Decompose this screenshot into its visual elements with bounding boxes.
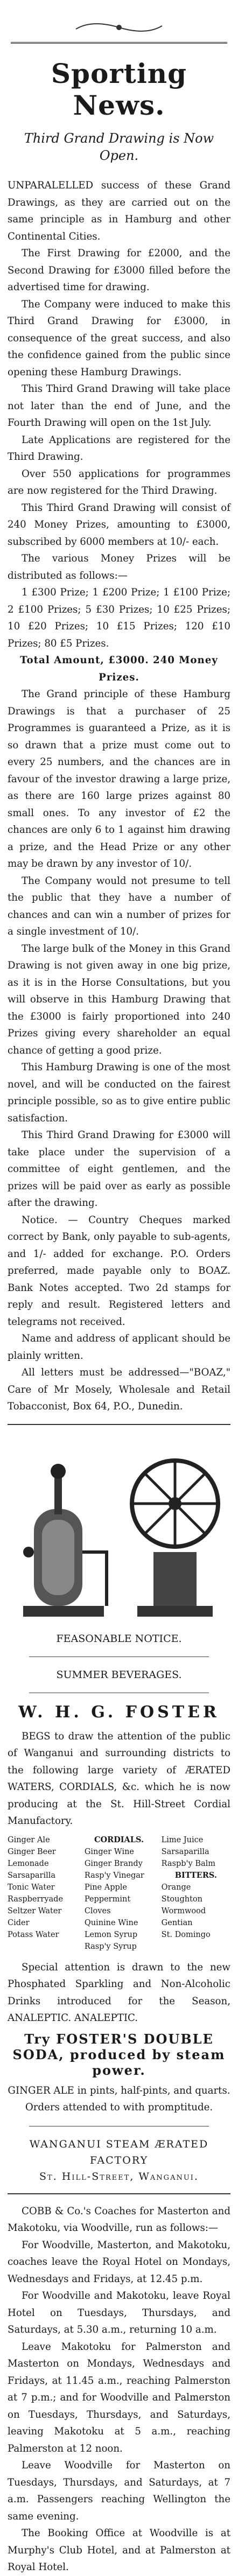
beverage-item: Orange: [161, 1883, 191, 1892]
ad-season-notice: FEASONABLE NOTICE.: [56, 1632, 182, 1645]
masthead-rule: [11, 42, 227, 47]
lottery-paragraph-6: Over 550 applications for programmes are now registered for the Third Drawing.: [8, 468, 230, 496]
beverage-item: Tonic Water: [8, 1883, 55, 1892]
coach-paragraph-4: Leave Makotoku for Palmerston and Masterton on Mondays, Wednesdays and Fridays, at 11.45 a.m., reaching Palmerston at 7 p.m.; and for Woodville and Palmerston on Tuesdays, Thursdays, and Saturdays, leaving Makotoku at 5 a.m., reaching Palmerston at 12 noon.: [8, 2341, 230, 2454]
beverage-item: Stoughton: [161, 1894, 203, 1904]
beverage-item: Cider: [8, 1918, 30, 1927]
machinery-illustration: [8, 1434, 230, 1622]
flywheel-machine-icon: [124, 1444, 226, 1622]
ad-ginger-ale: GINGER ALE in pints, half-pints, and quarts.: [8, 2084, 230, 2096]
ad-intro: BEGS to draw the attention of the public of Wanganui and surrounding districts to the following large variety of ÆRATED WATERS, CORDIALS, &c. which he is now producing at the St. Hill-Street Cordial Manufactory.: [8, 1730, 230, 1827]
beverage-item: Peppermint: [84, 1894, 131, 1904]
beverage-item: Lemon Syrup: [84, 1930, 138, 1939]
section-divider-2: [8, 2193, 230, 2194]
lottery-paragraph-8: The various Money Prizes will be distributed as follows:—: [8, 553, 230, 581]
lottery-paragraph-10: The Company would not presume to tell the public that they have a number of chances and can win a number of prizes for a single investment of 10/.: [8, 875, 230, 937]
ad-merchant-name: W. H. G. FOSTER: [18, 1702, 220, 1722]
coach-paragraph-5: Leave Woodville for Masterton on Tuesdays, Thursdays, and Saturdays, at 7 a.m. Passengers reaching Wellington the same evening.: [8, 2460, 230, 2522]
ad-factory-address: St. Hill-Street, Wanganui.: [39, 2170, 199, 2182]
beverage-item: Seltzer Water: [8, 1906, 62, 1915]
beverage-column-3: [162, 1834, 230, 1953]
beverage-item: Raspb'y Balm: [161, 1859, 216, 1868]
ad-rule-1: [29, 1656, 209, 1657]
ad-paragraph-special: Special attention is drawn to the new Phosphated Sparkling and Non-Alcoholic Drinks introduced for the Season, ANALEPTIC. ANALEPTIC.: [8, 1961, 230, 2024]
lottery-paragraph-4: This Third Grand Drawing will take place not later than the end of June, and the Fourth Drawing will open on the 1st July.: [8, 383, 230, 429]
lottery-paragraph-7: This Third Grand Drawing will consist of 240 Money Prizes, amounting to £3000, subscribed by 6000 members at 10/- each.: [8, 502, 230, 548]
beverage-item: Ginger Wine: [84, 1847, 134, 1856]
coach-paragraph-1: COBB & Co.'s Coaches for Masterton and Makotoku, via Woodville, run as follows:—: [8, 2205, 230, 2234]
beverage-item: Wormwood: [161, 1906, 206, 1915]
coach-paragraph-3: For Woodville and Makotoku, leave Royal Hotel on Tuesdays, Thursdays, and Saturdays, at 5.30 a.m., returning 10 a.m.: [8, 2290, 230, 2335]
beverage-item: Sarsaparilla: [8, 1871, 56, 1880]
lottery-paragraph-5: Late Applications are registered for the Third Drawing.: [8, 434, 230, 462]
beverage-item: Pine Apple: [84, 1883, 128, 1892]
coach-paragraph-6: The Booking Office at Woodville is at Murphy's Club Hotel, and at Palmerston at Royal Hotel.: [8, 2528, 230, 2573]
beverage-column-1: [8, 1834, 76, 1953]
lottery-paragraph-11: The large bulk of the Money in this Grand Drawing is not given away in one big prize, as it is in the Horse Consultations, but you will observe in this Hamburg Drawing that the £3000 is fairly proportioned into 240 Prizes giving every shareholder an equal chance of getting a good prize.: [8, 943, 230, 1056]
ad-heading: SUMMER BEVERAGES.: [56, 1668, 182, 1681]
lottery-subtitle: Third Grand Drawing is Now Open.: [24, 131, 214, 163]
lottery-prize-list: 1 £300 Prize; 1 £200 Prize; 1 £100 Prize; 2 £100 Prizes; 5 £30 Prizes; 10 £25 Prizes; 10 £20 Prizes; 10 £15 Prizes; 120 £10 Prizes; 80 £5 Prizes.: [8, 587, 230, 649]
beverage-item: Sarsaparilla: [161, 1847, 209, 1856]
beverage-item: Ginger Ale: [8, 1835, 50, 1844]
decorative-ornament-icon: [71, 18, 167, 37]
lottery-notice: Notice. — Country Cheques marked correct by Bank, only payable to sub-agents, and 1/- added for exchange. P.O. Orders preferred, made payable only to BOAZ. Bank Notes accepted. Two 2d stamps for reply and result. Registered letters and telegrams not received.: [8, 1214, 230, 1328]
beverage-item: Raspberryade: [8, 1894, 64, 1904]
beverage-column-2: [85, 1834, 153, 1953]
aerating-machine-icon: [12, 1444, 115, 1622]
masthead: [8, 0, 230, 121]
beverage-item: St. Domingo: [161, 1930, 211, 1939]
beverage-item: Potass Water: [8, 1930, 59, 1939]
beverage-item: Rasp'y Syrup: [84, 1942, 137, 1951]
beverage-item: Lemonade: [8, 1859, 49, 1868]
beverage-item: Gentian: [161, 1918, 193, 1927]
bitters-header: BITTERS.: [174, 1870, 217, 1880]
ad-factory-name: WANGANUI STEAM ÆRATED FACTORY: [29, 2138, 209, 2166]
lottery-paragraph-9: The Grand principle of these Hamburg Drawings is that a purchaser of 25 Programmes is guaranteed a Prize, as it is so drawn that a prize must come out to every 25 numbers, and the chances are in favour of the investor drawing a large prize, as there are 160 large prizes against 80 small ones. To any investor of £2 the chances are only 6 to 1 against him drawing a prize, and the Head Prize or any other may be drawn by any investor of 10/.: [8, 689, 230, 869]
beverage-item: Rasp'y Vinegar: [84, 1871, 144, 1880]
lottery-paragraph-15: Name and address of applicant should be plainly written.: [8, 1333, 230, 1361]
lottery-paragraph-13: This Third Grand Drawing for £3000 will take place under the supervision of a committee of eight gentlemen, and the prizes will be paid over as early as possible after the drawing.: [8, 1129, 230, 1209]
beverage-columns: [8, 1834, 230, 1953]
beverage-item: Quinine Wine: [84, 1918, 138, 1927]
lottery-paragraph-12: This Hamburg Drawing is one of the most novel, and will be conducted on the fairest principle possible, so as to give entire public satisfaction.: [8, 1062, 230, 1124]
beverage-item: Ginger Brandy: [84, 1859, 143, 1868]
coach-paragraph-2: For Woodville, Masterton, and Makotoku, coaches leave the Royal Hotel on Mondays, Wednesdays and Fridays, at 12.45 p.m.: [8, 2239, 230, 2285]
ad-orders: Orders attended to with promptitude.: [25, 2102, 213, 2113]
lottery-total: Total Amount, £3000. 240 Money Prizes.: [20, 655, 218, 683]
section-divider: [8, 1424, 230, 1425]
lottery-paragraph-1: UNPARALELLED success of these Grand Drawings, as they are carried out on the same principle as in Hamburg and other Continental Cities.: [8, 180, 230, 242]
lottery-address: All letters must be addressed—"BOAZ," Care of Mr Mosely, Wholesale and Retail Tobacconist, Box 64, P.O., Dunedin.: [8, 1367, 230, 1412]
lottery-paragraph-2: The First Drawing for £2000, and the Second Drawing for £3000 filled before the advertised time for drawing.: [8, 248, 230, 293]
lottery-paragraph-3: The Company were induced to make this Third Grand Drawing for £3000, in consequence of the great success, and also the confidence gained from the public since opening these Hamburg Drawings.: [8, 298, 230, 378]
page-title: Sporting News.: [51, 58, 187, 121]
beverage-item: Cloves: [84, 1906, 111, 1915]
beverage-item: Ginger Beer: [8, 1847, 56, 1856]
cordials-header: CORDIALS.: [94, 1835, 144, 1844]
ad-double-soda: Try FOSTER'S DOUBLE SODA, produced by steam power.: [12, 2031, 226, 2078]
beverage-item: Lime Juice: [161, 1835, 204, 1844]
